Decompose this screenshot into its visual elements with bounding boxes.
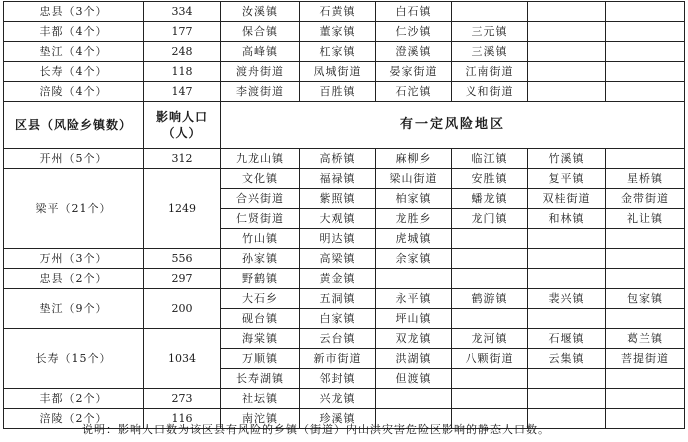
town-cell: 包家镇 — [606, 289, 685, 309]
town-cell: 竹山镇 — [221, 229, 300, 249]
table-row — [4, 289, 685, 309]
town-cell: 大石乡 — [221, 289, 300, 309]
town-cell: 文化镇 — [221, 169, 300, 189]
town-cell: 虎城镇 — [376, 229, 452, 249]
town-cell: 复平镇 — [528, 169, 606, 189]
town-cell: 石堰镇 — [528, 329, 606, 349]
table-row — [4, 389, 685, 409]
town-cell — [606, 229, 685, 249]
town-cell: 万顺镇 — [221, 349, 300, 369]
town-cell: 保合镇 — [221, 22, 300, 42]
town-cell — [376, 389, 452, 409]
county-cell: 长寿（15个） — [4, 329, 144, 389]
town-cell: 仁贤街道 — [221, 209, 300, 229]
town-cell: 白石镇 — [376, 2, 452, 22]
town-cell: 福禄镇 — [300, 169, 376, 189]
town-cell: 龙门镇 — [452, 209, 528, 229]
town-cell: 云集镇 — [528, 349, 606, 369]
town-cell: 龙河镇 — [452, 329, 528, 349]
town-cell: 高梁镇 — [300, 249, 376, 269]
town-cell: 澄溪镇 — [376, 42, 452, 62]
town-cell — [528, 249, 606, 269]
town-cell: 九龙山镇 — [221, 149, 300, 169]
town-cell: 柏家镇 — [376, 189, 452, 209]
county-cell: 忠县（3个） — [4, 2, 144, 22]
town-cell: 临江镇 — [452, 149, 528, 169]
population-cell: 1034 — [144, 329, 221, 389]
table-row — [4, 22, 685, 42]
town-cell — [528, 369, 606, 389]
town-cell: 邻封镇 — [300, 369, 376, 389]
town-cell: 麻柳乡 — [376, 149, 452, 169]
town-cell: 合兴街道 — [221, 189, 300, 209]
town-cell: 云台镇 — [300, 329, 376, 349]
town-cell — [528, 22, 606, 42]
county-cell: 万州（3个） — [4, 249, 144, 269]
county-cell: 丰都（4个） — [4, 22, 144, 42]
town-cell: 汝溪镇 — [221, 2, 300, 22]
town-cell: 李渡街道 — [221, 82, 300, 102]
town-cell: 裴兴镇 — [528, 289, 606, 309]
town-cell: 兴龙镇 — [300, 389, 376, 409]
town-cell: 仁沙镇 — [376, 22, 452, 42]
town-cell — [452, 229, 528, 249]
town-cell: 新市街道 — [300, 349, 376, 369]
town-cell — [452, 369, 528, 389]
county-cell: 长寿（4个） — [4, 62, 144, 82]
population-column-header: 影响人口（人） — [144, 102, 221, 149]
town-cell: 海棠镇 — [221, 329, 300, 349]
town-cell: 野鹤镇 — [221, 269, 300, 289]
town-cell: 礼让镇 — [606, 209, 685, 229]
county-column-header: 区县（风险乡镇数） — [4, 102, 144, 149]
town-cell: 义和街道 — [452, 82, 528, 102]
town-cell — [452, 389, 528, 409]
town-cell: 永平镇 — [376, 289, 452, 309]
town-cell: 鹤游镇 — [452, 289, 528, 309]
population-cell: 116 — [144, 409, 221, 429]
town-cell — [606, 409, 685, 429]
table-row — [4, 249, 685, 269]
town-cell — [452, 2, 528, 22]
town-cell: 晏家街道 — [376, 62, 452, 82]
town-cell: 凤城街道 — [300, 62, 376, 82]
county-cell: 涪陵（4个） — [4, 82, 144, 102]
town-cell: 渡舟街道 — [221, 62, 300, 82]
county-cell: 垫江（4个） — [4, 42, 144, 62]
town-cell: 砚台镇 — [221, 309, 300, 329]
town-cell: 龙胜乡 — [376, 209, 452, 229]
town-cell: 星桥镇 — [606, 169, 685, 189]
table-row — [4, 149, 685, 169]
town-cell — [528, 82, 606, 102]
town-cell — [528, 42, 606, 62]
population-cell: 297 — [144, 269, 221, 289]
county-cell: 垫江（9个） — [4, 289, 144, 329]
town-cell: 紫照镇 — [300, 189, 376, 209]
population-cell: 1249 — [144, 169, 221, 249]
town-cell — [376, 269, 452, 289]
table-row — [4, 2, 685, 22]
county-cell: 梁平（21个） — [4, 169, 144, 249]
table-body — [4, 2, 685, 429]
town-cell: 白家镇 — [300, 309, 376, 329]
population-cell: 248 — [144, 42, 221, 62]
town-cell: 大观镇 — [300, 209, 376, 229]
population-cell: 147 — [144, 82, 221, 102]
footnote: 说明：影响人口数为该区县有风险的乡镇（街道）内山洪灾害危险区影响的静态人口数。 — [82, 423, 550, 436]
risk-areas-header: 有一定风险地区 — [221, 102, 685, 149]
town-cell: 菩提街道 — [606, 349, 685, 369]
town-cell: 但渡镇 — [376, 369, 452, 389]
table-row — [4, 62, 685, 82]
town-cell: 坪山镇 — [376, 309, 452, 329]
population-cell: 556 — [144, 249, 221, 269]
town-cell: 三溪镇 — [452, 42, 528, 62]
population-cell: 273 — [144, 389, 221, 409]
county-cell: 开州（5个） — [4, 149, 144, 169]
town-cell — [606, 369, 685, 389]
town-cell: 江南街道 — [452, 62, 528, 82]
town-cell: 三元镇 — [452, 22, 528, 42]
town-cell: 社坛镇 — [221, 389, 300, 409]
town-cell — [606, 2, 685, 22]
table-row — [4, 82, 685, 102]
town-cell: 金带街道 — [606, 189, 685, 209]
town-cell: 高桥镇 — [300, 149, 376, 169]
town-cell — [606, 22, 685, 42]
town-cell: 八颗街道 — [452, 349, 528, 369]
town-cell: 南沱镇 — [221, 409, 300, 429]
town-cell — [606, 269, 685, 289]
town-cell: 黄金镇 — [300, 269, 376, 289]
town-cell — [606, 249, 685, 269]
town-cell — [606, 389, 685, 409]
town-cell — [528, 229, 606, 249]
population-cell: 312 — [144, 149, 221, 169]
population-cell: 200 — [144, 289, 221, 329]
town-cell: 杠家镇 — [300, 42, 376, 62]
town-cell — [528, 389, 606, 409]
town-cell — [452, 269, 528, 289]
town-cell: 石沱镇 — [376, 82, 452, 102]
town-cell: 长寿湖镇 — [221, 369, 300, 389]
town-cell — [528, 269, 606, 289]
table-row — [4, 269, 685, 289]
table-row — [4, 42, 685, 62]
town-cell: 洪湖镇 — [376, 349, 452, 369]
table-row — [4, 329, 685, 349]
town-cell — [606, 309, 685, 329]
table-row — [4, 169, 685, 189]
town-cell: 高峰镇 — [221, 42, 300, 62]
population-cell: 177 — [144, 22, 221, 42]
town-cell: 葛兰镇 — [606, 329, 685, 349]
town-cell — [606, 42, 685, 62]
population-cell: 334 — [144, 2, 221, 22]
town-cell — [528, 2, 606, 22]
town-cell: 安胜镇 — [452, 169, 528, 189]
town-cell — [606, 149, 685, 169]
county-cell: 忠县（2个） — [4, 269, 144, 289]
town-cell — [528, 309, 606, 329]
town-cell — [528, 62, 606, 82]
town-cell: 和林镇 — [528, 209, 606, 229]
risk-table — [3, 1, 685, 429]
town-cell: 孙家镇 — [221, 249, 300, 269]
town-cell — [452, 249, 528, 269]
town-cell: 明达镇 — [300, 229, 376, 249]
population-cell: 118 — [144, 62, 221, 82]
town-cell: 梁山街道 — [376, 169, 452, 189]
town-cell: 百胜镇 — [300, 82, 376, 102]
town-cell: 蟠龙镇 — [452, 189, 528, 209]
county-cell: 丰都（2个） — [4, 389, 144, 409]
town-cell — [606, 62, 685, 82]
town-cell: 珍溪镇 — [300, 409, 376, 429]
town-cell: 五洞镇 — [300, 289, 376, 309]
town-cell: 双桂街道 — [528, 189, 606, 209]
town-cell: 董家镇 — [300, 22, 376, 42]
town-cell: 余家镇 — [376, 249, 452, 269]
town-cell: 双龙镇 — [376, 329, 452, 349]
town-cell — [452, 309, 528, 329]
header-row — [4, 102, 685, 149]
town-cell: 竹溪镇 — [528, 149, 606, 169]
town-cell: 石黄镇 — [300, 2, 376, 22]
county-cell: 涪陵（2个） — [4, 409, 144, 429]
town-cell — [606, 82, 685, 102]
